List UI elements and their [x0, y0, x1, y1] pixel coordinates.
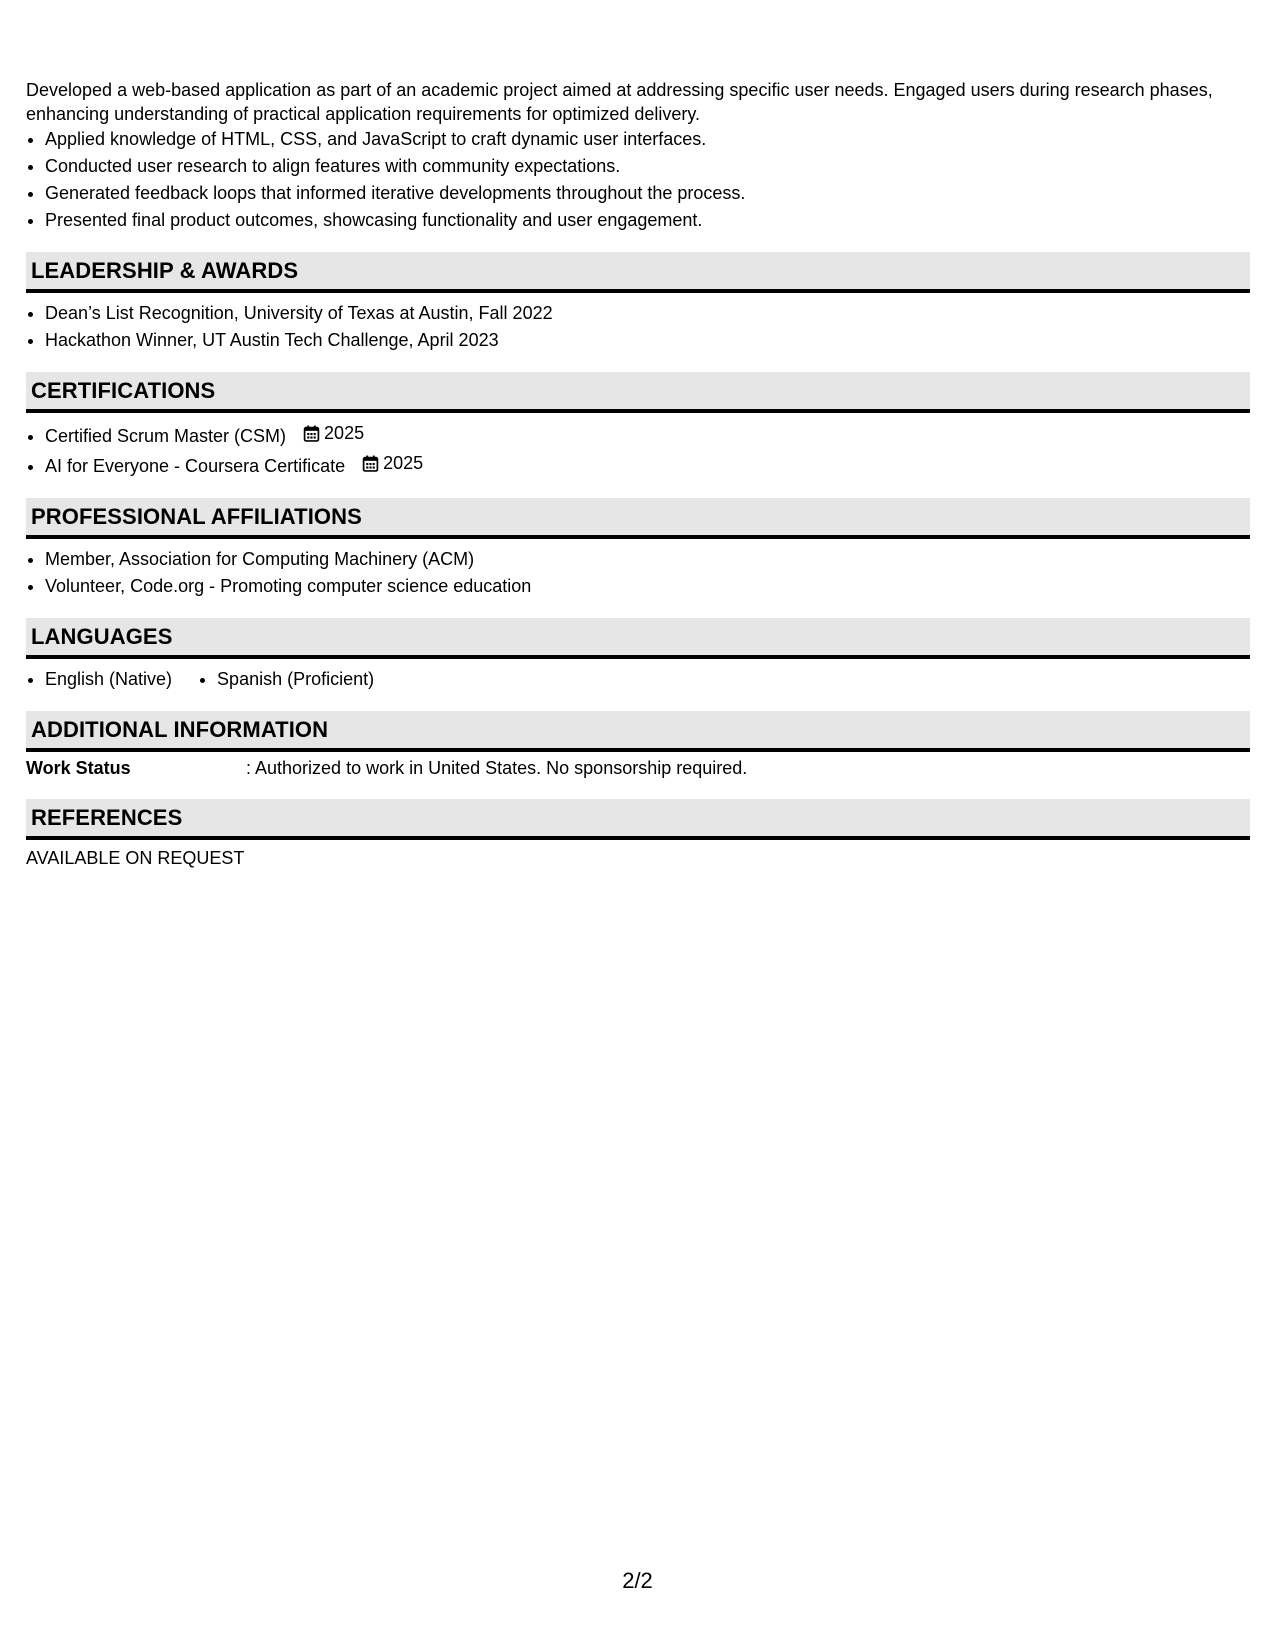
section-languages	[26, 618, 1250, 693]
certification-year: 2025	[383, 453, 424, 473]
section-additional-info	[26, 711, 1250, 781]
list-item: • Spanish (Proficient)	[217, 666, 374, 693]
section-header	[26, 799, 1250, 840]
certification-year: 2025	[324, 423, 365, 443]
work-status-value: : Authorized to work in United States. No sponsorship required.	[246, 758, 748, 778]
certification-name: AI for Everyone - Coursera Certificate	[45, 456, 346, 476]
certification-date	[362, 450, 423, 477]
section-header	[26, 618, 1250, 659]
calendar-icon	[303, 425, 320, 442]
section-title: CERTIFICATIONS	[31, 377, 216, 403]
section-references	[26, 799, 1250, 871]
certification-date	[303, 420, 364, 447]
list-item: • English (Native)	[45, 666, 172, 693]
project-description: Developed a web-based application as part of an academic project aimed at addressing specific user needs. Engaged users during research phases, enhancing understanding of practical application requirements for optimized delivery.	[26, 80, 1213, 124]
list-item: • Generated feedback loops that informed iterative developments throughout the process.	[45, 180, 1250, 207]
list-item: • Member, Association for Computing Machinery (ACM)	[45, 546, 1250, 573]
section-title: LANGUAGES	[31, 623, 173, 649]
project-bullet-list	[26, 126, 1250, 234]
section-certifications	[26, 372, 1250, 480]
page-number: 2/2	[622, 1568, 653, 1593]
certifications-list	[26, 420, 1250, 480]
work-status-label: Work Status	[26, 758, 131, 778]
section-header	[26, 711, 1250, 752]
references-text: AVAILABLE ON REQUEST	[26, 848, 245, 868]
section-title: REFERENCES	[31, 804, 183, 830]
certification-name: Certified Scrum Master (CSM)	[45, 426, 287, 446]
work-status-row	[26, 755, 1250, 781]
affiliations-list	[26, 546, 1250, 600]
list-item: • Hackathon Winner, UT Austin Tech Challenge, April 2023	[45, 327, 1250, 354]
section-title: LEADERSHIP & AWARDS	[31, 257, 299, 283]
languages-list	[26, 666, 1250, 693]
leadership-list	[26, 300, 1250, 354]
list-item: • Presented final product outcomes, showcasing functionality and user engagement.	[45, 207, 1250, 234]
list-item	[45, 420, 1250, 450]
section-title: ADDITIONAL INFORMATION	[31, 716, 329, 742]
list-item: • Conducted user research to align features with community expectations.	[45, 153, 1250, 180]
section-affiliations	[26, 498, 1250, 600]
section-header	[26, 498, 1250, 539]
section-title: PROFESSIONAL AFFILIATIONS	[31, 503, 362, 529]
section-header	[26, 252, 1250, 293]
resume-page	[26, 78, 1250, 871]
list-item: • Dean’s List Recognition, University of Texas at Austin, Fall 2022	[45, 300, 1250, 327]
section-leadership	[26, 252, 1250, 354]
list-item	[45, 450, 1250, 480]
section-header	[26, 372, 1250, 413]
list-item: • Applied knowledge of HTML, CSS, and JavaScript to craft dynamic user interfaces.	[45, 126, 1250, 153]
list-item: • Volunteer, Code.org - Promoting computer science education	[45, 573, 1250, 600]
calendar-icon	[362, 455, 379, 472]
